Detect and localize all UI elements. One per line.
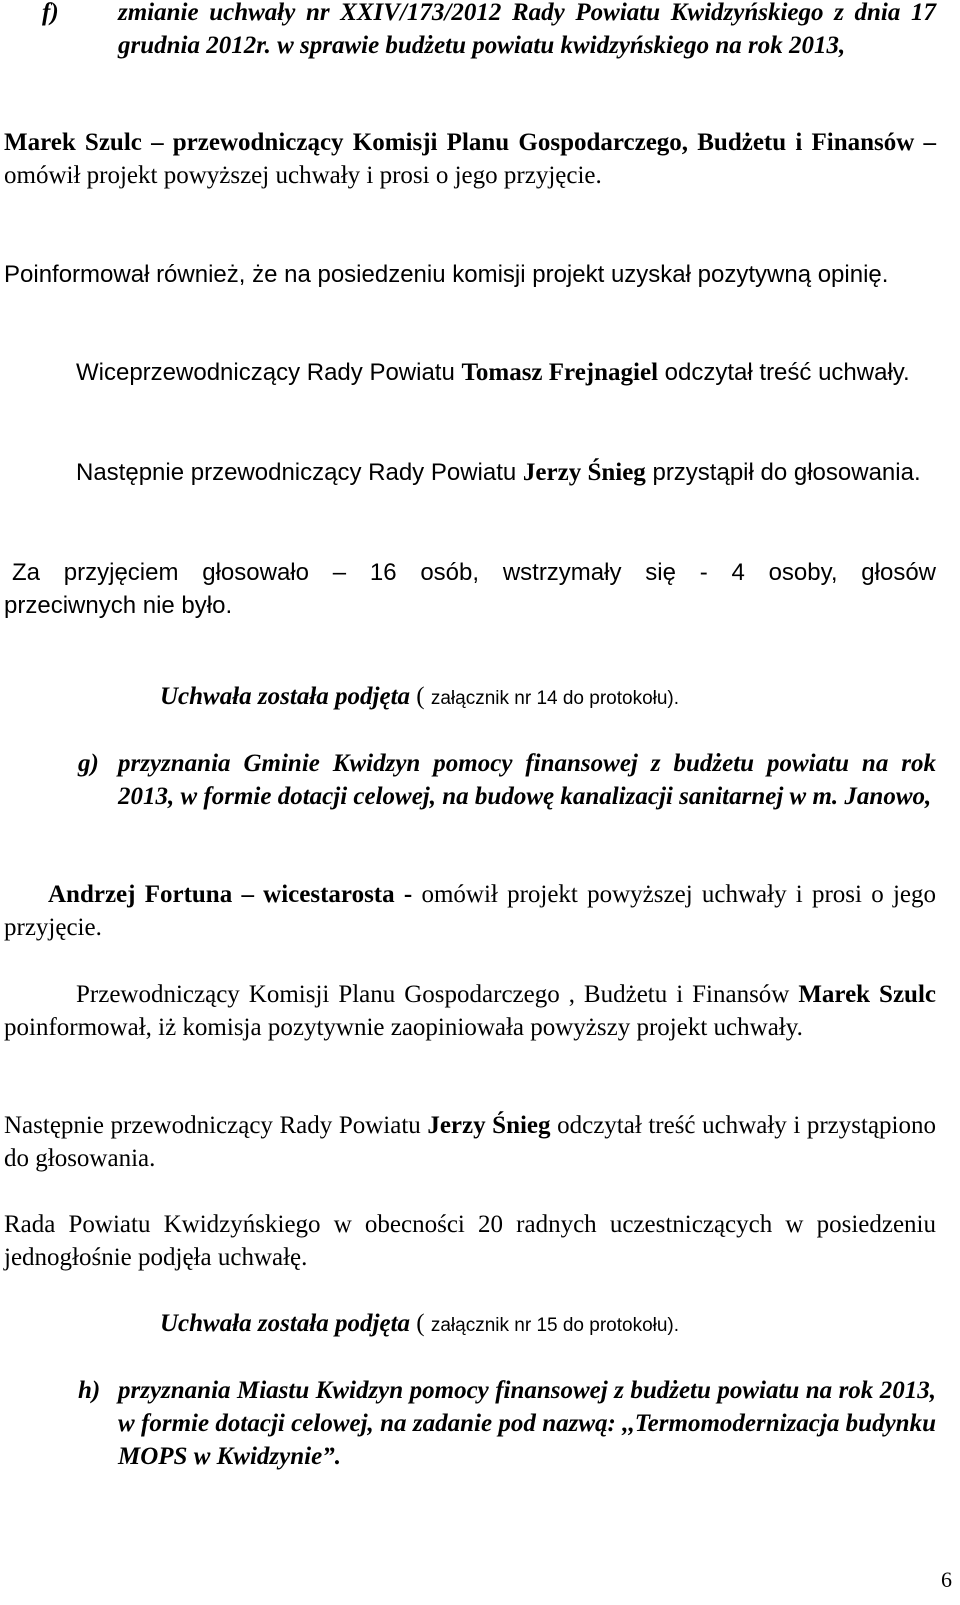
item-g-resolution-paren: ( <box>410 1310 431 1337</box>
item-g-vote-result: Rada Powiatu Kwidzyńskiego w obecności 20 radnych uczestniczących w posiedzeniu jednogłośnie podjęła uchwałę. <box>4 1211 936 1271</box>
item-g-marker: g) <box>78 750 99 777</box>
item-g-reading-c: odczytał treść uchwały i przystąpiono do głosowania. <box>4 1112 936 1172</box>
item-f-presentation-text: omówił projekt powyższej uchwały i prosi o jego przyjęcie. <box>4 162 602 189</box>
item-h-heading: przyznania Miastu Kwidzyn pomocy finansowej z budżetu powiatu na rok 2013, w formie dotacji celowej, na zadanie pod nazwą: ,,Termomodernizacja budynku MOPS w Kwidzynie”. <box>118 1377 936 1470</box>
item-f-vote-intro-a: Następnie przewodniczący Rady Powiatu <box>76 459 523 486</box>
item-f-reading <box>4 356 936 389</box>
item-g-heading: przyznania Gminie Kwidzyn pomocy finansowej z budżetu powiatu na rok 2013, w formie dotacji celowej, na budowę kanalizacji sanitarnej w m. Janowo, <box>118 750 936 810</box>
item-f-vote-intro <box>4 456 936 489</box>
item-h-marker: h) <box>78 1377 101 1404</box>
item-f-vote-intro-c: przystąpił do głosowania. <box>645 459 921 486</box>
item-g-annex: załącznik nr 15 do protokołu). <box>430 1315 680 1336</box>
item-f-committee-opinion: Poinformował również, że na posiedzeniu komisji projekt uzyskał pozytywną opinię. <box>4 261 889 288</box>
item-g-resolution-status: Uchwała została podjęta <box>160 1310 411 1337</box>
item-g-committee-c: poinformował, iż komisja pozytywnie zaopiniowała powyższy projekt uchwały. <box>4 1014 803 1041</box>
item-g-presenter: Andrzej Fortuna – wicestarosta - <box>48 881 413 908</box>
page-number: 6 <box>941 1567 952 1592</box>
item-f-presentation <box>4 126 936 192</box>
item-f-vote-result-line2: przeciwnych nie było. <box>4 592 233 619</box>
item-f-reader-name: Tomasz Frejnagiel <box>461 359 659 386</box>
item-f-chair-name: Jerzy Śnieg <box>522 459 646 486</box>
item-g-reading <box>4 1109 936 1175</box>
item-g-resolution <box>160 1307 940 1342</box>
item-f-reading-a: Wiceprzewodniczący Rady Powiatu <box>76 359 462 386</box>
item-g-committee-opinion <box>4 978 936 1044</box>
item-f-heading: zmianie uchwały nr XXIV/173/2012 Rady Powiatu Kwidzyńskiego z dnia 17 grudnia 2012r. w sprawie budżetu powiatu kwidzyńskiego na rok 2013, <box>118 0 936 59</box>
item-g-committee-chair: Marek Szulc <box>798 981 936 1008</box>
item-g-chair-name: Jerzy Śnieg <box>427 1112 551 1139</box>
item-g-committee-a: Przewodniczący Komisji Planu Gospodarczego , Budżetu i Finansów <box>76 981 799 1008</box>
item-g-presentation <box>4 878 936 944</box>
item-f-resolution-paren: ( <box>410 683 431 710</box>
item-f-resolution-status: Uchwała została podjęta <box>160 683 411 710</box>
item-f-presenter: Marek Szulc – przewodniczący Komisji Planu Gospodarczego, Budżetu i Finansów – <box>4 129 936 156</box>
item-f-marker: f) <box>42 0 59 26</box>
item-f-resolution <box>160 680 940 715</box>
item-g-reading-a: Następnie przewodniczący Rady Powiatu <box>4 1112 428 1139</box>
item-g-presentation-text: omówił projekt powyższej uchwały i prosi o jego przyjęcie. <box>4 881 937 941</box>
item-f-reading-c: odczytał treść uchwały. <box>658 359 910 386</box>
item-f-annex: załącznik nr 14 do protokołu). <box>430 688 680 709</box>
item-f-vote-result-line1: Za przyjęciem głosowało – 16 osób, wstrzymały się - 4 osoby, głosów <box>12 559 936 586</box>
